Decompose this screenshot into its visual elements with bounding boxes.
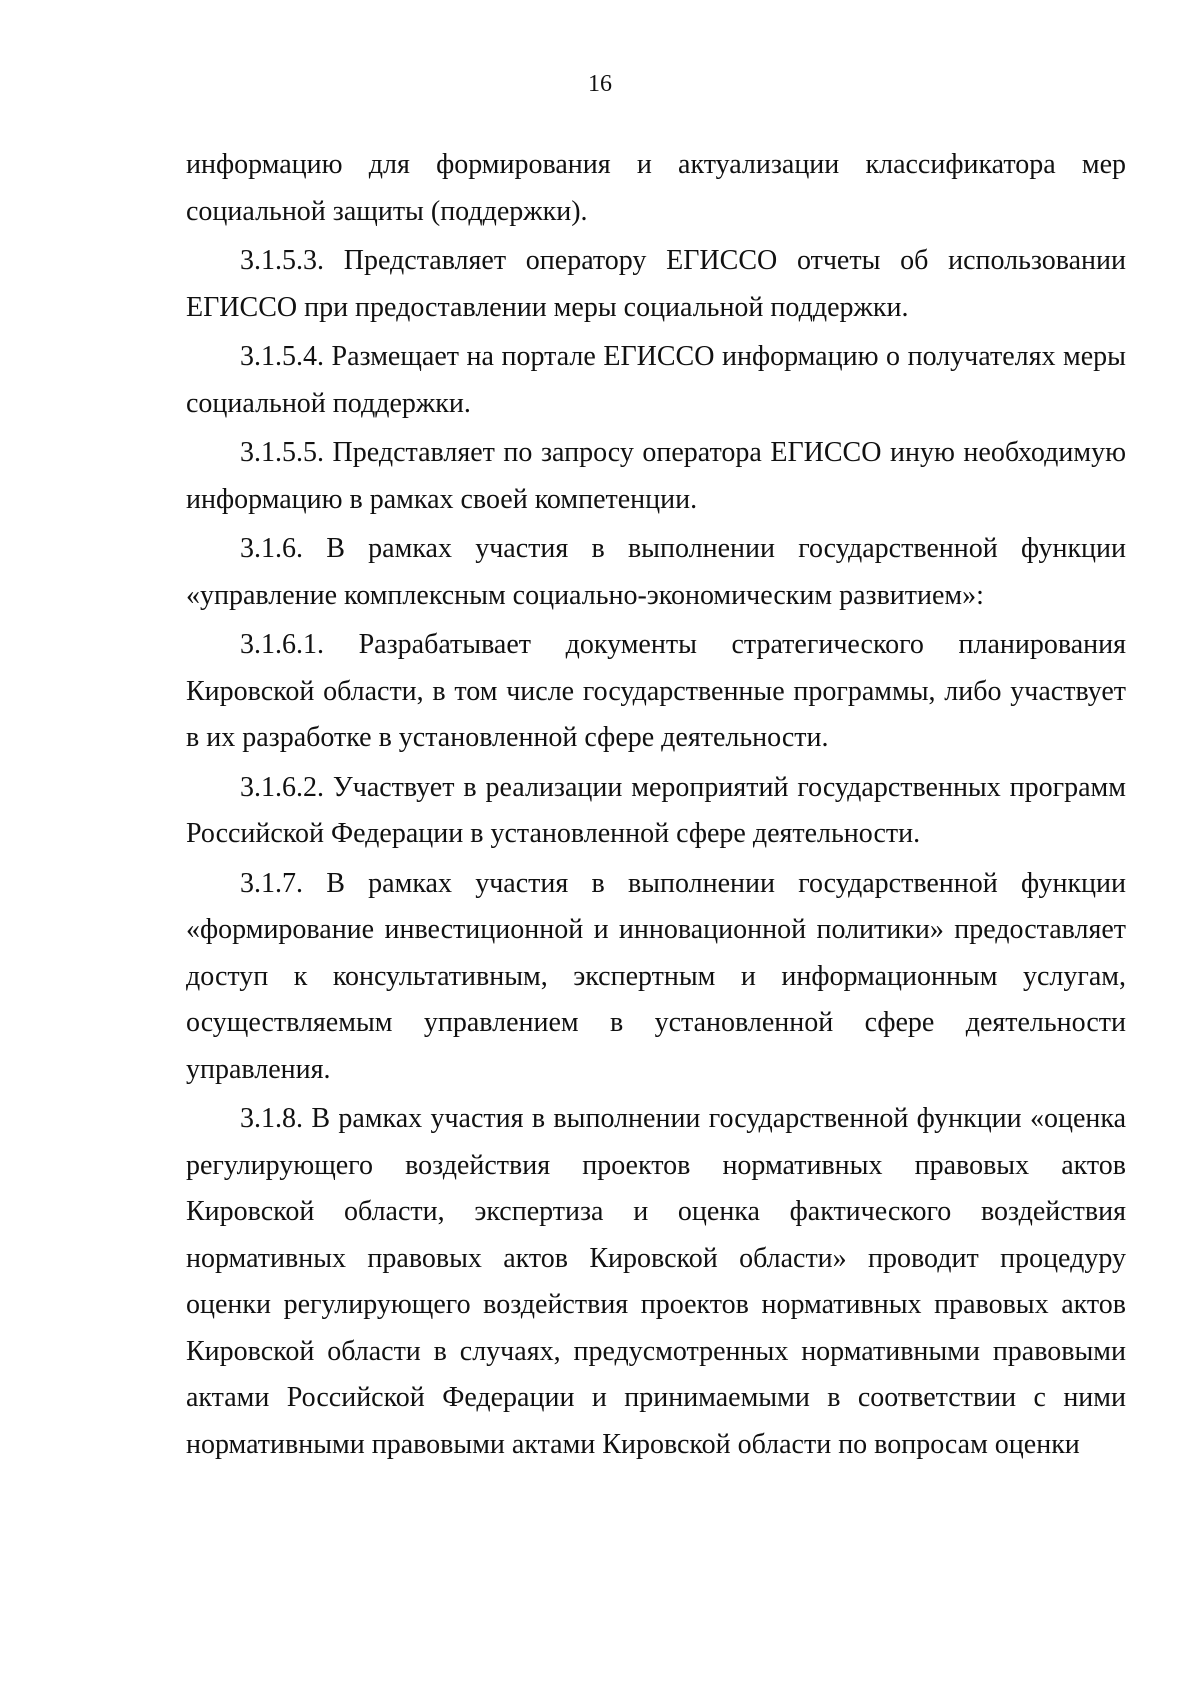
paragraph-3-1-6-2: 3.1.6.2. Участвует в реализации мероприятий государственных программ Российской Федерации в установленной сфере деятельности.: [186, 771, 1126, 849]
paragraph-3-1-6-1: 3.1.6.1. Разрабатывает документы стратегического планирования Кировской области, в том числе государственные программы, либо участвует в их разработке в установленной сфере деятельности.: [186, 629, 1126, 753]
paragraph-continuation: информацию для формирования и актуализации классификатора мер социальной защиты (поддержки).: [186, 149, 1126, 227]
document-body: [186, 142, 1126, 1468]
paragraph-3-1-5-4: 3.1.5.4. Размещает на портале ЕГИССО информацию о получателях меры социальной поддержки.: [186, 341, 1126, 419]
paragraph-3-1-6: 3.1.6. В рамках участия в выполнении государственной функции «управление комплексным социально-экономическим развитием»:: [186, 533, 1126, 611]
paragraph-3-1-5-5: 3.1.5.5. Представляет по запросу оператора ЕГИССО иную необходимую информацию в рамках своей компетенции.: [186, 437, 1126, 515]
paragraph-3-1-8: 3.1.8. В рамках участия в выполнении государственной функции «оценка регулирующего воздействия проектов нормативных правовых актов Кировской области, экспертиза и оценка фактического воздействия нормативных правовых актов Кировской области» проводит процедуру оценки регулирующего воздействия проектов нормативных правовых актов Кировской области в случаях, предусмотренных нормативными правовыми актами Российской Федерации и принимаемыми в соответствии с ними нормативными правовыми актами Кировской области по вопросам оценки: [186, 1103, 1126, 1460]
page-number: 16: [588, 71, 612, 97]
paragraph-3-1-7: 3.1.7. В рамках участия в выполнении государственной функции «формирование инвестиционной и инновационной политики» предоставляет доступ к консультативным, экспертным и информационным услугам, осуществляемым управлением в установленной сфере деятельности управления.: [186, 867, 1126, 1085]
paragraph-3-1-5-3: 3.1.5.3. Представляет оператору ЕГИССО отчеты об использовании ЕГИССО при предоставлении меры социальной поддержки.: [186, 245, 1126, 323]
